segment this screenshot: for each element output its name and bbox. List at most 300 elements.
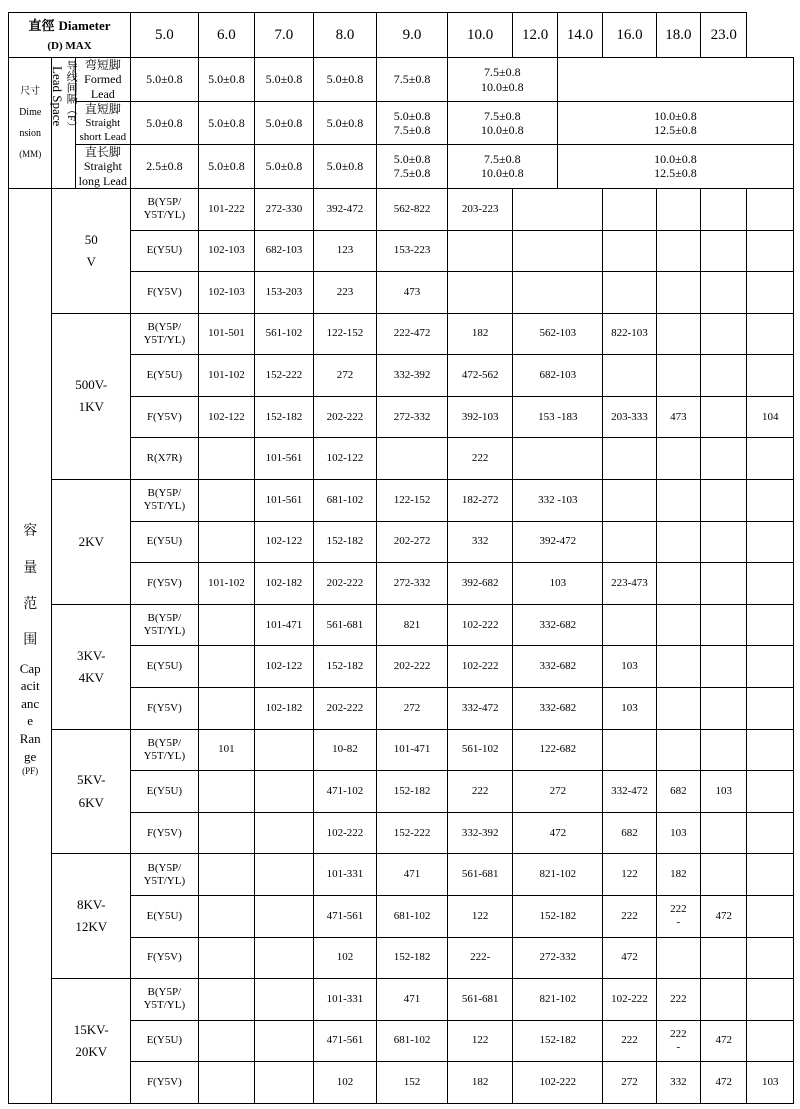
diameter-12: 12.0 [513, 13, 557, 58]
dielectric-type: B(Y5P/ Y5T/YL) [131, 604, 199, 646]
capacitance-value: 473 [656, 396, 700, 438]
lead-space-cn: 导线间隔（F） [65, 60, 78, 133]
capacitance-value [656, 563, 700, 605]
capacitance-value: 104 [747, 396, 794, 438]
lead-type-cn: 直长脚 [84, 144, 121, 159]
voltage-label: 5KV- 6KV [52, 729, 131, 854]
diameter-14: 14.0 [557, 13, 602, 58]
lead-row-straight-long [9, 144, 794, 188]
capacitance-row [9, 480, 794, 522]
diameter-header [9, 13, 131, 58]
lead-value-rest: 10.0±0.8 12.5±0.8 [557, 144, 793, 188]
voltage-label: 50 V [52, 188, 131, 313]
dimension-en1: Dime [19, 106, 42, 118]
dimension-cn: 尺寸 [20, 85, 41, 97]
capacitance-value: 102-182 [255, 563, 314, 605]
capacitance-value: 473 [377, 272, 448, 314]
capacitance-value [255, 729, 314, 771]
capacitance-value [747, 480, 794, 522]
diameter-cn: 直徑 [28, 17, 55, 33]
capacitance-value: 222 [447, 438, 513, 480]
capacitance-value: 332-472 [447, 688, 513, 730]
capacitance-value: 102-222 [313, 812, 377, 854]
capacitance-value: 101-561 [255, 438, 314, 480]
capacitance-value: 122 [603, 854, 656, 896]
capacitance-cn-char: 量 [23, 560, 38, 576]
capacitance-value: 682 [656, 771, 700, 813]
capacitance-value [701, 854, 747, 896]
capacitance-value [747, 729, 794, 771]
capacitance-value: 272-332 [377, 563, 448, 605]
capacitance-value [747, 771, 794, 813]
capacitance-value: 103 [603, 688, 656, 730]
capacitance-value: 102-182 [255, 688, 314, 730]
lead-value: 7.5±0.8 [377, 58, 448, 102]
capacitance-value [656, 313, 700, 355]
capacitance-value [656, 729, 700, 771]
dielectric-type: E(Y5U) [131, 355, 199, 397]
capacitance-row [9, 854, 794, 896]
capacitance-value: 332-392 [377, 355, 448, 397]
capacitance-value: 222 [603, 896, 656, 938]
capacitance-value: 223 [313, 272, 377, 314]
dielectric-type: B(Y5P/ Y5T/YL) [131, 729, 199, 771]
capacitance-value: 122-152 [377, 480, 448, 522]
capacitance-en-part: acit [20, 678, 40, 694]
capacitance-value [255, 896, 314, 938]
lead-type-straight-long [75, 144, 130, 188]
lead-value: 5.0±0.8 7.5±0.8 [377, 144, 448, 188]
capacitance-value: 222 [447, 771, 513, 813]
dielectric-type: F(Y5V) [131, 812, 199, 854]
capacitance-value: 561-102 [447, 729, 513, 771]
capacitance-value: 681-102 [313, 480, 377, 522]
capacitance-value: 392-103 [447, 396, 513, 438]
capacitance-value [198, 979, 255, 1021]
dimension-label [9, 58, 52, 189]
dielectric-type: E(Y5U) [131, 896, 199, 938]
capacitance-value [701, 272, 747, 314]
capacitance-range-label [9, 188, 52, 1103]
capacitance-value [701, 646, 747, 688]
capacitance-value [747, 313, 794, 355]
capacitance-value: 821-102 [513, 979, 603, 1021]
diameter-16: 16.0 [603, 13, 656, 58]
capacitance-value [198, 480, 255, 522]
capacitance-value [747, 688, 794, 730]
capacitance-value: 681-102 [377, 1020, 448, 1062]
capacitance-value [255, 1020, 314, 1062]
capacitance-value: 122-152 [313, 313, 377, 355]
capacitance-value [255, 771, 314, 813]
dielectric-type: B(Y5P/ Y5T/YL) [131, 313, 199, 355]
capacitance-value: 272 [603, 1062, 656, 1104]
capacitance-table [8, 12, 794, 1104]
capacitance-value: 272 [513, 771, 603, 813]
dielectric-type: E(Y5U) [131, 1020, 199, 1062]
lead-value-rest: 10.0±0.8 12.5±0.8 [557, 102, 793, 145]
capacitance-value: 272-332 [377, 396, 448, 438]
capacitance-value [255, 937, 314, 979]
capacitance-en-part: anc [21, 695, 40, 711]
lead-value-10-12: 7.5±0.8 10.0±0.8 [447, 58, 557, 102]
capacitance-value [747, 812, 794, 854]
capacitance-row [9, 979, 794, 1021]
dielectric-type: F(Y5V) [131, 1062, 199, 1104]
capacitance-value [603, 438, 656, 480]
capacitance-value [747, 355, 794, 397]
diameter-18: 18.0 [656, 13, 700, 58]
capacitance-value: 102-122 [255, 521, 314, 563]
capacitance-value [255, 812, 314, 854]
capacitance-value: 471-561 [313, 896, 377, 938]
capacitance-value: 202-222 [313, 688, 377, 730]
capacitance-value: 332 [656, 1062, 700, 1104]
capacitance-value [701, 563, 747, 605]
capacitance-value: 122-682 [513, 729, 603, 771]
capacitance-cn-char: 容 [23, 524, 38, 540]
capacitance-value [656, 230, 700, 272]
capacitance-value: 332-682 [513, 646, 603, 688]
voltage-label: 15KV- 20KV [52, 979, 131, 1104]
diameter-8: 8.0 [313, 13, 377, 58]
capacitance-value [701, 729, 747, 771]
capacitance-value: 332-682 [513, 604, 603, 646]
capacitance-value: 182 [656, 854, 700, 896]
capacitance-value: 562-822 [377, 188, 448, 230]
lead-value: 2.5±0.8 [131, 144, 199, 188]
capacitance-cn-char: 围 [23, 633, 38, 649]
capacitance-value: 561-681 [447, 979, 513, 1021]
capacitance-value: 472-562 [447, 355, 513, 397]
lead-value: 5.0±0.8 [198, 102, 255, 145]
capacitance-value: 682 [603, 812, 656, 854]
capacitance-value [198, 1020, 255, 1062]
capacitance-value [701, 230, 747, 272]
capacitance-value: 471-561 [313, 1020, 377, 1062]
capacitance-value: 272 [377, 688, 448, 730]
capacitance-value: 152-222 [377, 812, 448, 854]
capacitance-value [701, 480, 747, 522]
capacitance-value [198, 854, 255, 896]
capacitance-value [513, 272, 603, 314]
capacitance-value: 332 -103 [513, 480, 603, 522]
dimension-unit: (MM) [19, 148, 42, 159]
lead-type-formed [75, 58, 130, 102]
capacitance-value [198, 521, 255, 563]
lead-row-straight-short [9, 102, 794, 145]
lead-type-cn: 直短脚 [84, 102, 121, 117]
capacitance-value: 203-223 [447, 188, 513, 230]
lead-value: 5.0±0.8 [313, 102, 377, 145]
capacitance-value: 102-103 [198, 230, 255, 272]
capacitance-value: 821 [377, 604, 448, 646]
diameter-23: 23.0 [701, 13, 747, 58]
capacitance-value: 332-392 [447, 812, 513, 854]
capacitance-en [10, 660, 50, 765]
capacitance-row [9, 313, 794, 355]
capacitance-value [747, 230, 794, 272]
capacitance-value: 152-222 [255, 355, 314, 397]
capacitance-value [447, 230, 513, 272]
capacitance-value: 182 [447, 313, 513, 355]
diameter-7: 7.0 [255, 13, 314, 58]
diameter-10: 10.0 [447, 13, 513, 58]
lead-value: 5.0±0.8 [198, 58, 255, 102]
capacitance-value: 122 [447, 896, 513, 938]
diameter-6: 6.0 [198, 13, 255, 58]
capacitance-value [198, 646, 255, 688]
lead-value-10-12: 7.5±0.8 10.0±0.8 [447, 144, 557, 188]
capacitance-value: 202-222 [377, 646, 448, 688]
capacitance-value: 561-102 [255, 313, 314, 355]
capacitance-value [198, 688, 255, 730]
lead-value: 5.0±0.8 [131, 58, 199, 102]
capacitance-value: 561-681 [447, 854, 513, 896]
voltage-label: 500V- 1KV [52, 313, 131, 479]
capacitance-value [656, 937, 700, 979]
capacitance-value: 392-472 [313, 188, 377, 230]
capacitance-value [513, 230, 603, 272]
capacitance-value: 152-182 [513, 896, 603, 938]
capacitance-value [603, 729, 656, 771]
capacitance-value: 10-82 [313, 729, 377, 771]
capacitance-value [603, 188, 656, 230]
capacitance-value: 332-682 [513, 688, 603, 730]
capacitance-value: 471 [377, 854, 448, 896]
lead-value: 5.0±0.8 [131, 102, 199, 145]
capacitance-value: 102-222 [513, 1062, 603, 1104]
voltage-label: 2KV [52, 480, 131, 605]
capacitance-value: 152-182 [255, 396, 314, 438]
capacitance-value [656, 480, 700, 522]
capacitance-value: 392-472 [513, 521, 603, 563]
capacitance-value: 202-222 [313, 563, 377, 605]
diameter-5: 5.0 [131, 13, 199, 58]
capacitance-value [701, 937, 747, 979]
capacitance-value: 472 [603, 937, 656, 979]
capacitance-row [9, 604, 794, 646]
capacitance-value: 472 [513, 812, 603, 854]
capacitance-value [701, 604, 747, 646]
capacitance-value [701, 688, 747, 730]
lead-value: 5.0±0.8 [313, 144, 377, 188]
capacitance-value [603, 230, 656, 272]
capacitance-value: 272-332 [513, 937, 603, 979]
capacitance-value: 222-472 [377, 313, 448, 355]
capacitance-value [656, 272, 700, 314]
capacitance-value [747, 1020, 794, 1062]
capacitance-value: 471-102 [313, 771, 377, 813]
capacitance-value [447, 272, 513, 314]
capacitance-value [747, 563, 794, 605]
capacitance-value: 102-122 [198, 396, 255, 438]
capacitance-value: 101-471 [377, 729, 448, 771]
dielectric-type: B(Y5P/ Y5T/YL) [131, 979, 199, 1021]
capacitance-value: 152-182 [377, 771, 448, 813]
capacitance-value [656, 688, 700, 730]
capacitance-value: 103 [513, 563, 603, 605]
capacitance-value [701, 355, 747, 397]
capacitance-value: 392-682 [447, 563, 513, 605]
capacitance-value: 332 [447, 521, 513, 563]
capacitance-value: 101-102 [198, 563, 255, 605]
dielectric-type: F(Y5V) [131, 688, 199, 730]
capacitance-value [656, 438, 700, 480]
capacitance-unit: (PF) [22, 766, 39, 777]
capacitance-value: 153-203 [255, 272, 314, 314]
capacitance-value [747, 521, 794, 563]
capacitance-value: 103 [603, 646, 656, 688]
capacitance-value: 272 [313, 355, 377, 397]
lead-type-straight-short [75, 102, 130, 145]
capacitance-value: 471 [377, 979, 448, 1021]
capacitance-value: 102-122 [255, 646, 314, 688]
capacitance-value: 152-182 [377, 937, 448, 979]
lead-space-label [50, 58, 78, 189]
dimension-en2: nsion [19, 127, 42, 139]
dielectric-type: F(Y5V) [131, 272, 199, 314]
lead-type-en: Straight short Lead [79, 117, 127, 143]
capacitance-value [747, 646, 794, 688]
capacitance-value: 102-222 [447, 604, 513, 646]
capacitance-value: 102-222 [447, 646, 513, 688]
lead-value: 5.0±0.8 7.5±0.8 [377, 102, 448, 145]
capacitance-en-part: Ran [19, 730, 41, 746]
capacitance-value: 222- [447, 937, 513, 979]
capacitance-value: 182-272 [447, 480, 513, 522]
lead-value: 5.0±0.8 [255, 58, 314, 102]
capacitance-value: 561-681 [313, 604, 377, 646]
capacitance-row [9, 729, 794, 771]
dielectric-type: B(Y5P/ Y5T/YL) [131, 188, 199, 230]
capacitance-value: 123 [313, 230, 377, 272]
capacitance-row [9, 188, 794, 230]
capacitance-value: 222 [656, 979, 700, 1021]
capacitance-value [747, 604, 794, 646]
capacitance-value: 101-331 [313, 854, 377, 896]
diameter-9: 9.0 [377, 13, 448, 58]
capacitance-value [198, 896, 255, 938]
capacitance-value: 562-103 [513, 313, 603, 355]
capacitance-value: 472 [701, 896, 747, 938]
dielectric-type: E(Y5U) [131, 230, 199, 272]
capacitance-value [255, 1062, 314, 1104]
capacitance-value [747, 896, 794, 938]
dielectric-type: E(Y5U) [131, 771, 199, 813]
capacitance-value [198, 812, 255, 854]
capacitance-value [747, 272, 794, 314]
capacitance-value: 152-182 [313, 646, 377, 688]
capacitance-value: 222 - [656, 896, 700, 938]
capacitance-value [747, 188, 794, 230]
capacitance-cn-char: 范 [23, 597, 38, 612]
capacitance-value: 103 [656, 812, 700, 854]
capacitance-value [747, 854, 794, 896]
dielectric-type: F(Y5V) [131, 937, 199, 979]
lead-value-rest [557, 58, 793, 102]
lead-value: 5.0±0.8 [313, 58, 377, 102]
capacitance-value [198, 771, 255, 813]
capacitance-value: 182 [447, 1062, 513, 1104]
dielectric-type: F(Y5V) [131, 563, 199, 605]
capacitance-value [603, 355, 656, 397]
capacitance-value: 821-102 [513, 854, 603, 896]
capacitance-value [656, 521, 700, 563]
capacitance-value [747, 438, 794, 480]
lead-type-cn: 弯短脚 [84, 58, 121, 72]
lead-value: 5.0±0.8 [198, 144, 255, 188]
capacitance-value [603, 480, 656, 522]
capacitance-value [603, 272, 656, 314]
capacitance-en-part: e [27, 713, 34, 729]
capacitance-value: 272-330 [255, 188, 314, 230]
lead-value: 5.0±0.8 [255, 102, 314, 145]
capacitance-value [603, 521, 656, 563]
voltage-label: 3KV- 4KV [52, 604, 131, 729]
capacitance-value: 101 [198, 729, 255, 771]
capacitance-value: 153-223 [377, 230, 448, 272]
capacitance-value: 332-472 [603, 771, 656, 813]
capacitance-value: 101-102 [198, 355, 255, 397]
capacitance-value: 222 [603, 1020, 656, 1062]
capacitance-value [701, 313, 747, 355]
capacitance-value: 202-222 [313, 396, 377, 438]
lead-type-en: Straight long Lead [78, 159, 127, 188]
capacitance-value: 101-501 [198, 313, 255, 355]
capacitance-value: 103 [747, 1062, 794, 1104]
capacitance-value: 152-182 [513, 1020, 603, 1062]
capacitance-value: 822-103 [603, 313, 656, 355]
capacitance-value: 103 [701, 771, 747, 813]
capacitance-value [603, 604, 656, 646]
capacitance-value [701, 979, 747, 1021]
capacitance-value [701, 396, 747, 438]
capacitance-value: 102-103 [198, 272, 255, 314]
capacitance-value: 682-103 [255, 230, 314, 272]
capacitance-en-part: Cap [19, 660, 41, 676]
lead-space-en: Lead Space [50, 65, 66, 127]
capacitance-value: 152-182 [313, 521, 377, 563]
capacitance-value: 682-103 [513, 355, 603, 397]
capacitance-value [377, 438, 448, 480]
header-row [9, 13, 794, 58]
lead-value: 5.0±0.8 [255, 144, 314, 188]
capacitance-value: 102 [313, 1062, 377, 1104]
capacitance-value [701, 438, 747, 480]
dielectric-type: B(Y5P/ Y5T/YL) [131, 854, 199, 896]
capacitance-value: 203-333 [603, 396, 656, 438]
capacitance-value [656, 604, 700, 646]
capacitance-value [747, 979, 794, 1021]
capacitance-value [656, 188, 700, 230]
capacitance-value: 681-102 [377, 896, 448, 938]
dielectric-type: F(Y5V) [131, 396, 199, 438]
capacitance-value [198, 604, 255, 646]
capacitance-value: 202-272 [377, 521, 448, 563]
capacitance-value [656, 355, 700, 397]
capacitance-value [656, 646, 700, 688]
capacitance-value: 472 [701, 1020, 747, 1062]
capacitance-value [255, 854, 314, 896]
capacitance-value: 101-561 [255, 480, 314, 522]
dielectric-type: R(X7R) [131, 438, 199, 480]
diameter-sub: (D) MAX [47, 40, 92, 52]
dielectric-type: B(Y5P/ Y5T/YL) [131, 480, 199, 522]
capacitance-value [747, 937, 794, 979]
capacitance-value [198, 1062, 255, 1104]
capacitance-en-part: ge [24, 748, 37, 764]
